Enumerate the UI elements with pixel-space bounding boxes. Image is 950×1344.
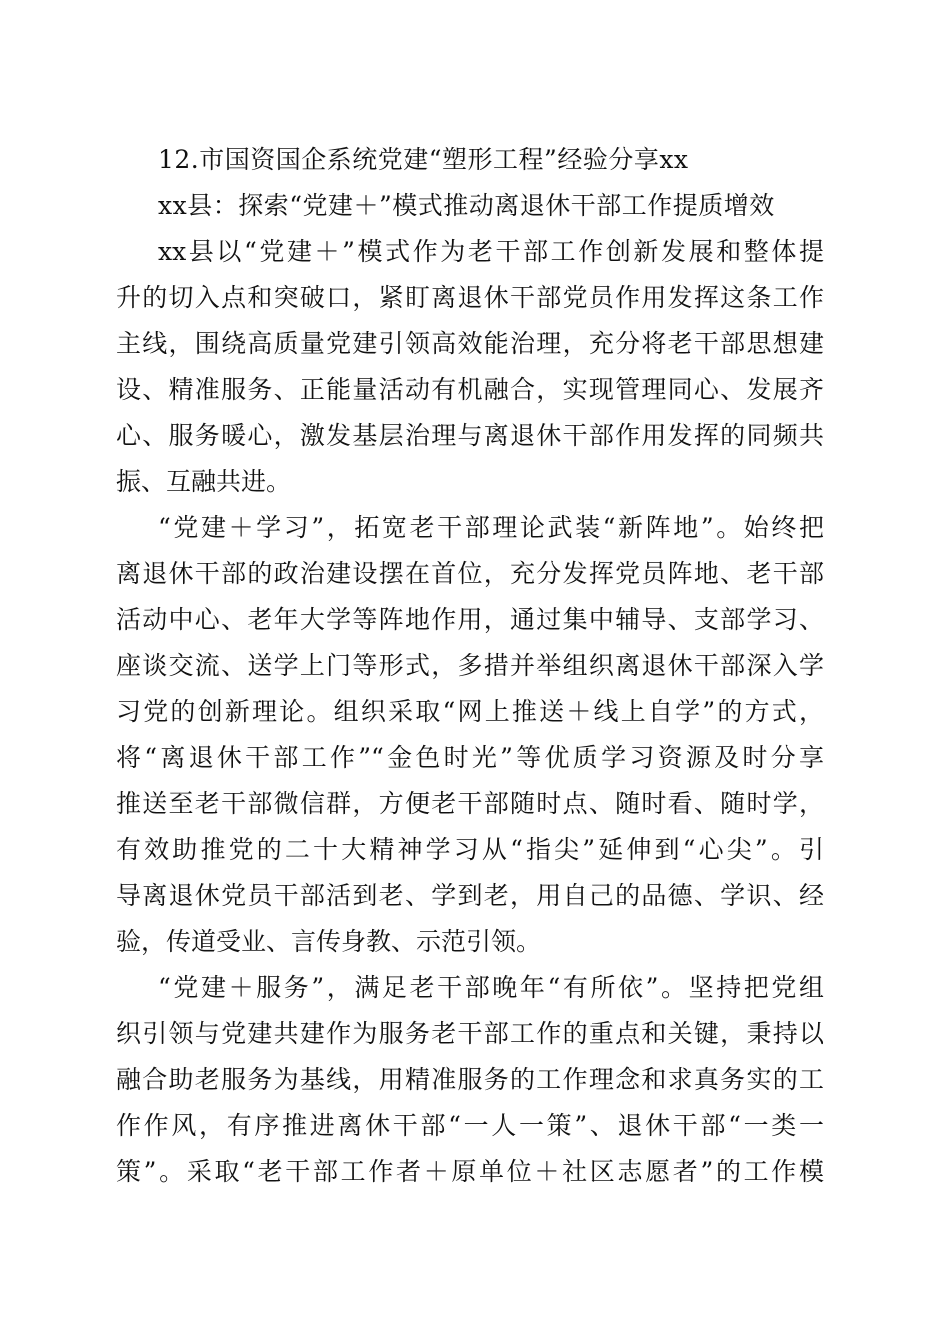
paragraph-2-line: 离退休干部的政治建设摆在首位，充分发挥党员阵地、老干部 <box>116 559 824 588</box>
paragraph-2-line: 将“离退休干部工作”“金色时光”等优质学习资源及时分享 <box>116 743 824 772</box>
document-subheading: xx县：探索“党建＋”模式推动离退休干部工作提质增效 <box>158 191 775 220</box>
paragraph-1-line: 心、服务暖心，激发基层治理与离退休干部作用发挥的同频共 <box>116 421 824 450</box>
paragraph-3-line: 融合助老服务为基线，用精准服务的工作理念和求真务实的工 <box>116 1065 824 1094</box>
paragraph-2-line: 验，传道受业、言传身教、示范引领。 <box>116 927 542 956</box>
paragraph-1-line: 升的切入点和突破口，紧盯离退休干部党员作用发挥这条工作 <box>116 283 824 312</box>
paragraph-2-line: 座谈交流、送学上门等形式，多措并举组织离退休干部深入学 <box>116 651 824 680</box>
paragraph-2-line: 习党的创新理论。组织采取“网上推送＋线上自学”的方式， <box>116 697 824 726</box>
paragraph-1-line: xx县以“党建＋”模式作为老干部工作创新发展和整体提 <box>158 237 824 266</box>
paragraph-1-line: 主线，围绕高质量党建引领高效能治理，充分将老干部思想建 <box>116 329 824 358</box>
paragraph-2-line: 导离退休党员干部活到老、学到老，用自己的品德、学识、经 <box>116 881 824 910</box>
paragraph-2-line: 推送至老干部微信群，方便老干部随时点、随时看、随时学， <box>116 789 824 818</box>
paragraph-2-line: 有效助推党的二十大精神学习从“指尖”延伸到“心尖”。引 <box>116 835 824 864</box>
paragraph-3-line: 作作风，有序推进离休干部“一人一策”、退休干部“一类一 <box>116 1111 824 1140</box>
paragraph-2-line: 活动中心、老年大学等阵地作用，通过集中辅导、支部学习、 <box>116 605 824 634</box>
document-heading: 12.市国资国企系统党建“塑形工程”经验分享xx <box>158 145 689 174</box>
paragraph-3-line: “党建＋服务”，满足老干部晚年“有所依”。坚持把党组 <box>158 973 824 1002</box>
paragraph-2-line: “党建＋学习”，拓宽老干部理论武装“新阵地”。始终把 <box>158 513 824 542</box>
paragraph-1-line: 振、互融共进。 <box>116 467 292 496</box>
paragraph-3-line: 策”。采取“老干部工作者＋原单位＋社区志愿者”的工作模 <box>116 1157 824 1186</box>
paragraph-3-line: 织引领与党建共建作为服务老干部工作的重点和关键，秉持以 <box>116 1019 824 1048</box>
paragraph-1-line: 设、精准服务、正能量活动有机融合，实现管理同心、发展齐 <box>116 375 824 404</box>
